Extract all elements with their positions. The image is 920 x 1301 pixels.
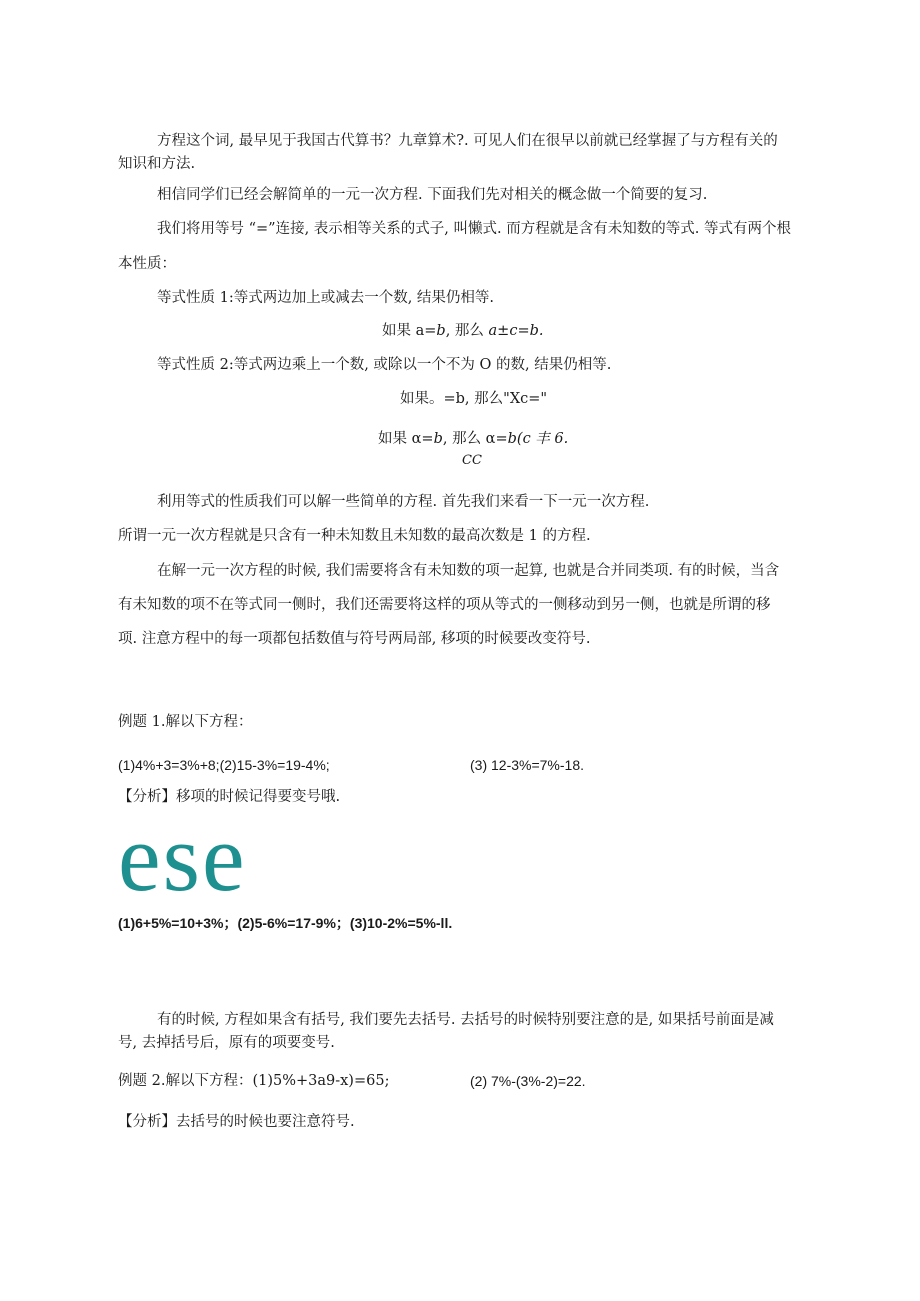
property2-formula2 [378, 428, 568, 450]
large-teal-text: ese [118, 804, 247, 911]
property1-statement: 等式性质 1:等式两边加上或减去一个数, 结果仍相等. [157, 290, 495, 306]
example2-title: 例题 2.解以下方程：(1)5%+3a9-x)=65; [118, 1073, 390, 1089]
example2-analysis: 【分析】去括号的时候也要注意符号. [118, 1114, 355, 1130]
linear-intro-paragraph: 利用等式的性质我们可以解一些简单的方程. 首先我们来看一下一元一次方程. [157, 494, 650, 510]
property2-statement: 等式性质 2:等式两边乘上一个数, 或除以一个不为 O 的数, 结果仍相等. [157, 357, 612, 373]
formula-var: b [436, 323, 446, 339]
transposition-line2: 有未知数的项不在等式同一侧时，我们还需要将这样的项从等式的一侧移动到另一侧，也就是所谓的移 [118, 597, 771, 613]
example1-equations-1-2: (1)4%+3=3%+8;(2)15-3%=19-4%; [118, 757, 330, 773]
transposition-line1: 在解一元一次方程的时候, 我们需要将含有未知数的项一起算, 也就是合并同类项. 有的时候，当含 [157, 563, 780, 579]
property2-formula1: 如果。=b, 那么"Xc=" [400, 391, 548, 407]
example1-analysis: 【分析】移项的时候记得要变号哦. [118, 789, 341, 805]
property2-formula2-denominator: CC [462, 453, 482, 468]
formula-text: , 那么 α= [442, 431, 508, 447]
equation-definition-line1: 我们将用等号 “=”连接, 表示相等关系的式子, 叫懒式. 而方程就是含有未知数的等式. 等式有两个根 [157, 221, 791, 237]
example1-practice-equations: (1)6+5%=10+3%；(2)5-6%=17-9%；(3)10-2%=5%-ll. [118, 915, 453, 931]
equation-definition-line2: 本性质： [118, 256, 176, 272]
brackets-paragraph-line2: 号, 去掉括号后，原有的项要变号. [118, 1035, 335, 1051]
example1-title: 例题 1.解以下方程： [118, 714, 253, 730]
formula-expr: b(c 丰 6. [507, 431, 569, 447]
intro-paragraph-line1: 方程这个词, 最早见于我国古代算书？九章算术?. 可见人们在很早以前就已经掌握了与方程有关的 [157, 133, 778, 149]
review-paragraph: 相信同学们已经会解简单的一元一次方程. 下面我们先对相关的概念做一个简要的复习. [157, 187, 708, 203]
intro-paragraph-line2: 知识和方法. [118, 156, 196, 172]
formula-text: 如果 α= [378, 431, 434, 447]
formula-text: , 那么 [445, 323, 489, 339]
brackets-paragraph-line1: 有的时候, 方程如果含有括号, 我们要先去括号. 去括号的时候特别要注意的是, 如果括号前面是减 [157, 1012, 774, 1028]
transposition-line3: 项. 注意方程中的每一项都包括数值与符号两局部, 移项的时候要改变符号. [118, 631, 591, 647]
formula-var: b [433, 431, 443, 447]
property1-formula [382, 320, 544, 342]
linear-definition: 所谓一元一次方程就是只含有一种未知数且未知数的最高次数是 1 的方程. [118, 528, 591, 544]
example1-equation-3: (3) 12-3%=7%-18. [470, 757, 585, 773]
example2-equation-2: (2) 7%-(3%-2)=22. [470, 1073, 586, 1089]
formula-expr: a±c=b. [488, 323, 544, 339]
formula-text: 如果 a= [382, 323, 437, 339]
